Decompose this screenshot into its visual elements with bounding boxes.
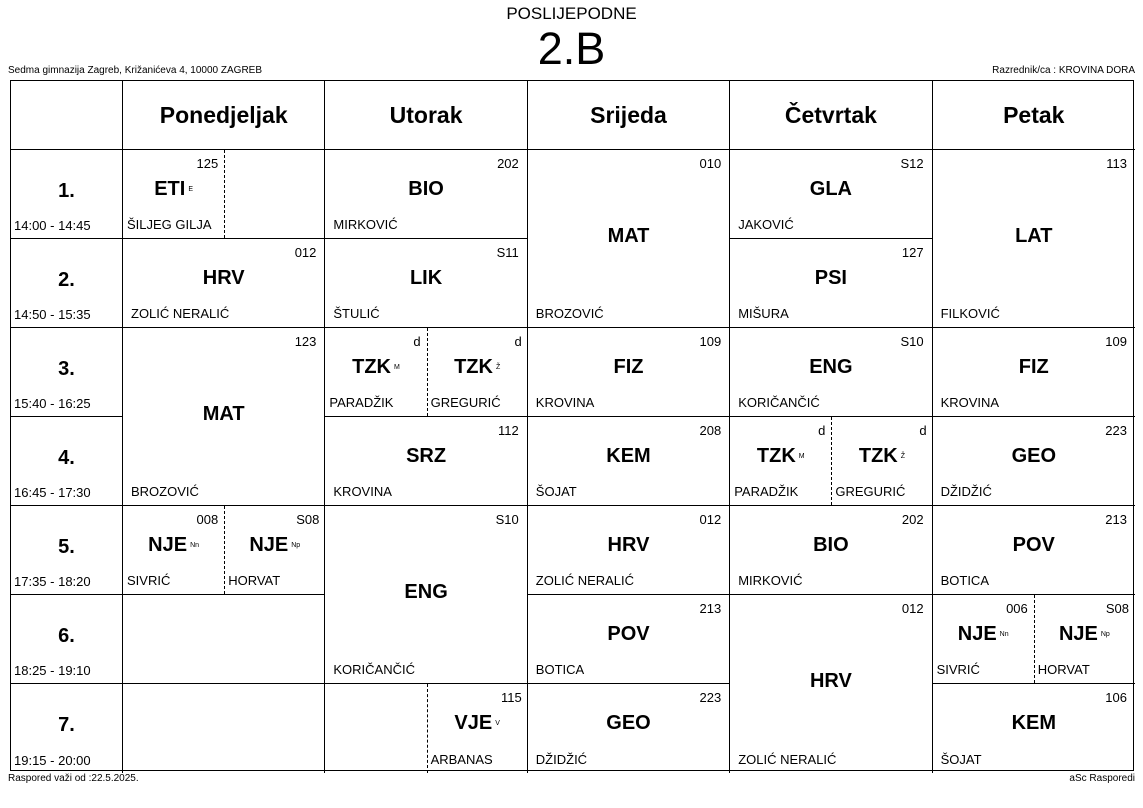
lesson-part xyxy=(427,328,528,416)
teacher-name: MIRKOVIĆ xyxy=(333,217,398,232)
group-tag: Nn xyxy=(190,542,200,550)
room-number: 012 xyxy=(901,601,924,616)
teacher-name: BOTICA xyxy=(535,662,585,677)
subject-name xyxy=(528,225,729,248)
subject-code: GEO xyxy=(1011,445,1057,467)
room-number: 012 xyxy=(294,245,317,260)
teacher-name: JAKOVIĆ xyxy=(738,217,794,232)
subject-name xyxy=(831,445,932,468)
room-number: 106 xyxy=(1105,690,1127,705)
timetable-grid xyxy=(10,80,1134,771)
room-number: 125 xyxy=(196,156,219,171)
split-divider xyxy=(831,417,832,505)
teacher-name: ZOLIĆ NERALIĆ xyxy=(131,306,230,321)
group-tag: E xyxy=(188,186,193,194)
subject-name xyxy=(730,670,931,693)
teacher-name: MIŠURA xyxy=(738,306,789,321)
subject-name xyxy=(933,356,1135,379)
subject-name xyxy=(325,267,526,290)
period-cell xyxy=(11,595,123,684)
lesson-cell xyxy=(528,328,730,417)
room-number: 112 xyxy=(498,423,519,438)
period-time: 17:35 - 18:20 xyxy=(14,574,91,589)
subject-name xyxy=(730,267,931,290)
group-tag: Nn xyxy=(999,631,1009,639)
lesson-cell xyxy=(528,595,730,684)
room-number: 008 xyxy=(196,512,219,527)
lesson-part xyxy=(325,328,426,416)
lesson-part xyxy=(224,150,325,238)
room-number: S08 xyxy=(1105,601,1129,616)
room-number: 115 xyxy=(501,690,522,705)
room-number: d xyxy=(514,334,522,349)
subject-code: MAT xyxy=(607,225,650,247)
subject-name xyxy=(528,445,729,468)
subject-name xyxy=(325,178,526,201)
lesson-cell xyxy=(933,417,1135,506)
subject-name xyxy=(123,403,324,426)
subject-name xyxy=(933,534,1135,557)
lesson-cell xyxy=(325,684,527,773)
subject-code: POV xyxy=(1012,534,1055,556)
period-number: 4. xyxy=(58,447,75,469)
room-number: 208 xyxy=(699,423,722,438)
lesson-cell xyxy=(325,506,527,684)
teacher-name: FILKOVIĆ xyxy=(940,306,1000,321)
lesson-cell xyxy=(123,150,325,239)
lesson-cell xyxy=(528,417,730,506)
subject-name xyxy=(933,623,1034,646)
room-number: S10 xyxy=(900,334,924,349)
subject-code: NJE xyxy=(957,623,997,645)
lesson-cell xyxy=(730,506,932,595)
subject-code: TZK xyxy=(858,445,898,467)
period-time: 19:15 - 20:00 xyxy=(14,753,91,768)
subject-code: NJE xyxy=(1058,623,1098,645)
subject-name xyxy=(1034,623,1135,646)
teacher-name: PARADŽIK xyxy=(329,395,394,410)
subject-code: NJE xyxy=(249,534,289,556)
subject-name xyxy=(933,225,1135,248)
subject-name xyxy=(325,356,426,379)
group-tag: V xyxy=(495,720,500,728)
lesson-cell xyxy=(933,595,1135,684)
lesson-cell xyxy=(325,150,527,239)
teacher-name: GREGURIĆ xyxy=(835,484,906,499)
subject-code: HRV xyxy=(202,267,245,289)
teacher-name: HORVAT xyxy=(228,573,281,588)
lesson-cell xyxy=(730,328,932,417)
school-info: Sedma gimnazija Zagreb, Križanićeva 4, 10000 ZAGREB xyxy=(8,65,263,76)
subject-name xyxy=(528,356,729,379)
subject-name xyxy=(528,623,729,646)
subject-name xyxy=(933,712,1135,735)
split-divider xyxy=(427,328,428,416)
day-header: Ponedjeljak xyxy=(123,81,325,150)
room-number: 213 xyxy=(699,601,722,616)
subject-code: GLA xyxy=(809,178,852,200)
period-cell xyxy=(11,684,123,773)
subject-name xyxy=(427,356,528,379)
lesson-cell xyxy=(528,506,730,595)
lesson-cell xyxy=(528,150,730,328)
lesson-cell xyxy=(325,239,527,328)
teacher-name: KORIČANČIĆ xyxy=(738,395,820,410)
group-tag: Ž xyxy=(900,453,906,461)
subject-code: KEM xyxy=(606,445,651,467)
period-number: 6. xyxy=(58,625,75,647)
room-number: 010 xyxy=(699,156,722,171)
subject-name xyxy=(123,534,224,557)
lesson-cell xyxy=(528,684,730,773)
lesson-cell xyxy=(325,417,527,506)
subject-name xyxy=(730,534,931,557)
room-number: 109 xyxy=(699,334,722,349)
subject-name xyxy=(325,445,526,468)
subject-code: BIO xyxy=(813,534,849,556)
room-number: 109 xyxy=(1105,334,1127,349)
teacher-name: ŠOJAT xyxy=(940,752,982,767)
teacher-name: KROVINA xyxy=(333,484,392,499)
period-time: 14:00 - 14:45 xyxy=(14,218,91,233)
teacher-name: BROZOVIĆ xyxy=(535,306,604,321)
lesson-cell xyxy=(325,328,527,417)
teacher-name: MIRKOVIĆ xyxy=(738,573,803,588)
subject-code: BIO xyxy=(408,178,444,200)
subject-code: SRZ xyxy=(406,445,447,467)
group-tag: M xyxy=(394,364,400,372)
teacher-name: SIVRIĆ xyxy=(127,573,171,588)
lesson-part xyxy=(1034,595,1135,683)
teacher-name: SIVRIĆ xyxy=(936,662,980,677)
room-number: 223 xyxy=(699,690,722,705)
subject-code: LAT xyxy=(1015,225,1053,247)
subject-name xyxy=(427,712,528,735)
teacher-name: ŠOJAT xyxy=(535,484,577,499)
lesson-cell xyxy=(123,684,325,773)
subject-code: TZK xyxy=(756,445,796,467)
lesson-cell xyxy=(123,506,325,595)
subject-code: VJE xyxy=(454,712,493,734)
lesson-cell xyxy=(933,506,1135,595)
subject-code: POV xyxy=(607,623,650,645)
lesson-cell xyxy=(730,239,932,328)
room-number: 127 xyxy=(901,245,924,260)
teacher-name: GREGURIĆ xyxy=(430,395,501,410)
subject-name xyxy=(123,267,324,290)
teacher-name: BOTICA xyxy=(940,573,989,588)
teacher-name: ZOLIĆ NERALIĆ xyxy=(535,573,635,588)
subject-name xyxy=(933,445,1135,468)
room-number: 202 xyxy=(497,156,519,171)
teacher-name: KROVINA xyxy=(535,395,595,410)
day-header: Utorak xyxy=(325,81,527,150)
room-number: S10 xyxy=(495,512,519,527)
lesson-cell xyxy=(933,328,1135,417)
room-number: 223 xyxy=(1105,423,1127,438)
lesson-part xyxy=(831,417,932,505)
room-number: S12 xyxy=(900,156,924,171)
lesson-part xyxy=(123,506,224,594)
lesson-cell xyxy=(933,684,1135,773)
period-time: 15:40 - 16:25 xyxy=(14,396,91,411)
split-divider xyxy=(224,150,225,238)
group-tag: Np xyxy=(291,542,301,550)
lesson-cell xyxy=(730,150,932,239)
lesson-cell xyxy=(730,595,932,773)
group-tag: Np xyxy=(1100,631,1110,639)
teacher-name: BROZOVIĆ xyxy=(131,484,199,499)
lesson-cell xyxy=(730,417,932,506)
lesson-part xyxy=(224,506,325,594)
room-number: 213 xyxy=(1105,512,1127,527)
subject-code: ENG xyxy=(809,356,853,378)
period-cell xyxy=(11,150,123,239)
lesson-part xyxy=(427,684,528,773)
valid-from: Raspored važi od :22.5.2025. xyxy=(8,773,139,784)
lesson-cell xyxy=(123,239,325,328)
period-cell xyxy=(11,417,123,506)
lesson-cell xyxy=(933,150,1135,328)
room-number: S11 xyxy=(496,245,519,260)
lesson-part xyxy=(730,417,831,505)
subject-name xyxy=(123,178,224,201)
period-number: 5. xyxy=(58,536,75,558)
period-time: 16:45 - 17:30 xyxy=(14,485,91,500)
teacher-name: KORIČANČIĆ xyxy=(333,662,416,677)
room-number: S08 xyxy=(296,512,320,527)
period-number: 7. xyxy=(58,714,75,736)
split-divider xyxy=(1034,595,1035,683)
period-number: 3. xyxy=(58,358,75,380)
teacher-name: ŠILJEG GILJA xyxy=(127,217,212,232)
corner-cell xyxy=(11,81,123,150)
room-number: 123 xyxy=(294,334,317,349)
shift-label: POSLIJEPODNE xyxy=(506,4,637,23)
subject-name xyxy=(730,445,831,468)
period-cell xyxy=(11,328,123,417)
subject-code: KEM xyxy=(1011,712,1057,734)
lesson-part xyxy=(123,150,224,238)
class-teacher: Razrednik/ca : KROVINA DORA xyxy=(992,65,1135,76)
teacher-name: HORVAT xyxy=(1037,662,1090,677)
subject-name xyxy=(528,712,729,735)
teacher-name: PARADŽIK xyxy=(734,484,799,499)
subject-code: FIZ xyxy=(1018,356,1049,378)
subject-name xyxy=(224,534,325,557)
period-number: 1. xyxy=(58,180,75,202)
period-time: 18:25 - 19:10 xyxy=(14,663,91,678)
room-number: 113 xyxy=(1106,156,1127,171)
group-tag: Ž xyxy=(495,364,501,372)
teacher-name: ZOLIĆ NERALIĆ xyxy=(738,752,837,767)
lesson-part xyxy=(933,595,1034,683)
subject-code: ETI xyxy=(154,178,186,200)
lesson-cell xyxy=(123,595,325,684)
subject-code: HRV xyxy=(607,534,650,556)
room-number: d xyxy=(818,423,826,438)
teacher-name: DŽIDŽIĆ xyxy=(940,484,992,499)
subject-code: MAT xyxy=(202,403,245,425)
group-tag: M xyxy=(798,453,805,461)
room-number: 202 xyxy=(901,512,924,527)
subject-code: TZK xyxy=(454,356,493,378)
subject-code: TZK xyxy=(352,356,391,378)
period-number: 2. xyxy=(58,269,75,291)
lesson-part xyxy=(325,684,426,773)
period-time: 14:50 - 15:35 xyxy=(14,307,91,322)
subject-name xyxy=(325,581,526,604)
subject-code: NJE xyxy=(148,534,188,556)
subject-code: HRV xyxy=(809,670,852,692)
teacher-name: ARBANAS xyxy=(430,752,493,767)
day-header: Četvrtak xyxy=(730,81,932,150)
subject-code: ENG xyxy=(404,581,448,603)
subject-code: PSI xyxy=(814,267,847,289)
class-name: 2.B xyxy=(537,23,606,74)
subject-name xyxy=(528,534,729,557)
room-number: d xyxy=(413,334,421,349)
period-cell xyxy=(11,239,123,328)
day-header: Petak xyxy=(933,81,1135,150)
lesson-cell xyxy=(123,328,325,506)
period-cell xyxy=(11,506,123,595)
subject-name xyxy=(730,178,931,201)
split-divider xyxy=(224,506,225,594)
room-number: d xyxy=(919,423,927,438)
room-number: 012 xyxy=(699,512,722,527)
split-divider xyxy=(427,684,428,773)
day-header: Srijeda xyxy=(528,81,730,150)
software-credit: aSc Rasporedi xyxy=(1069,773,1135,784)
teacher-name: DŽIDŽIĆ xyxy=(535,752,588,767)
subject-code: GEO xyxy=(606,712,651,734)
subject-name xyxy=(730,356,931,379)
subject-code: LIK xyxy=(409,267,443,289)
teacher-name: ŠTULIĆ xyxy=(333,306,380,321)
subject-code: FIZ xyxy=(613,356,644,378)
room-number: 006 xyxy=(1006,601,1028,616)
teacher-name: KROVINA xyxy=(940,395,1000,410)
